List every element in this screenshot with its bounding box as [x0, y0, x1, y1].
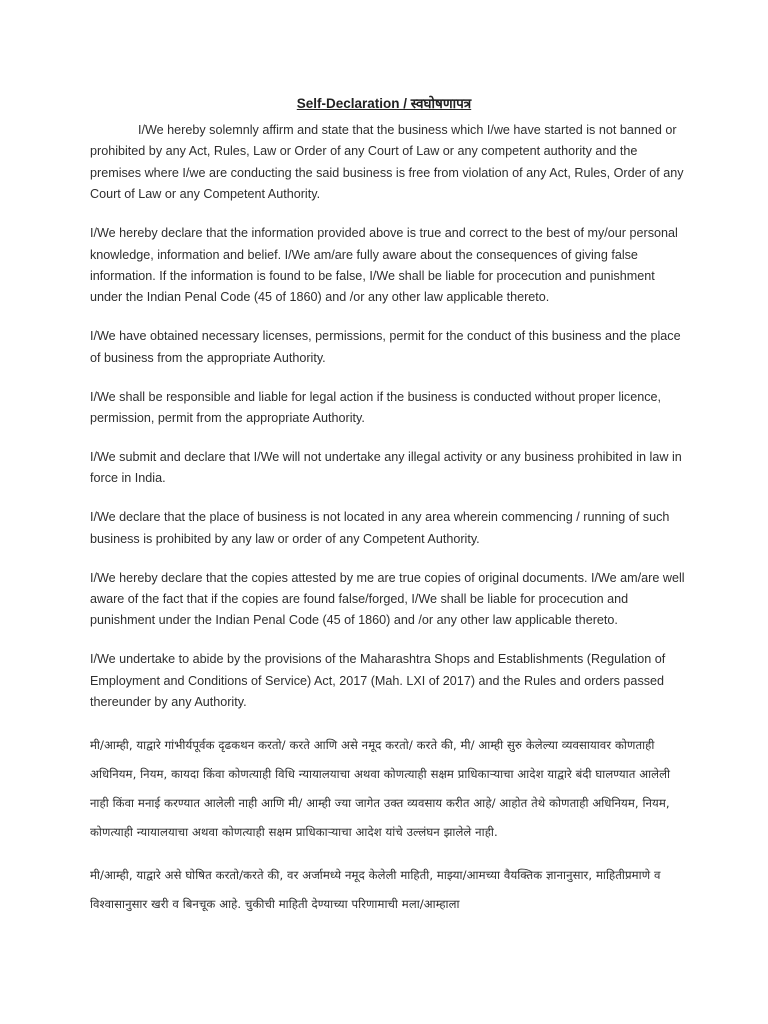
paragraph-marathi-declaration: मी/आम्ही, याद्वारे असे घोषित करतो/करते की, वर अर्जामध्ये नमूद केलेली माहिती, माझ्या/आमच्या वैयक्तिक ज्ञानानुसार, माहितीप्रमाणे व विश्वासानुसार खरी व बिनचूक आहे. चुकीची माहिती देण्याच्या परिणामाची मला/आम्हाला	[90, 867, 661, 911]
page-title: Self-Declaration / स्वघोषणापत्र	[296, 96, 472, 111]
paragraph-information-true: I/We hereby declare that the information provided above is true and correct to the best of my/our personal knowledge, information and belief. I/We am/are fully aware about the consequences of giving false information. If the information is found to be false, I/We shall be liable for procecution and punishment under the Indian Penal Code (45 of 1860) and /or any other law applicable thereto.	[90, 226, 678, 305]
paragraph-maharashtra-act: I/We undertake to abide by the provisions of the Maharashtra Shops and Establishments (Regulation of Employment and Conditions of Service) Act, 2017 (Mah. LXI of 2017) and the Rules and orders passed thereunder by any Authority.	[90, 652, 666, 710]
paragraph-no-illegal-activity: I/We submit and declare that I/We will not undertake any illegal activity or any business prohibited in law in force in India.	[90, 449, 682, 486]
paragraph-marathi-affirmation: मी/आम्ही, याद्वारे गांभीर्यपूर्वक दृढकथन करतो/ करते आणि असे नमूद करतो/ करते की, मी/ आम्ही सुरु केलेल्या व्यवसायावर कोणताही अधिनियम, नियम, कायदा किंवा कोणत्याही विधि न्यायालयाचा अथवा कोणत्याही सक्षम प्राधिकाऱ्याचा आदेश याद्वारे बंदी घालण्यात आलेली नाही किंवा मनाई करण्यात आलेली नाही आणि मी/ आम्ही ज्या जागेत उक्त व्यवसाय करीत आहे/ आहोत तेथे कोणताही अधिनियम, नियम, कोणत्याही न्यायालयाचा अथवा कोणत्याही सक्षम प्राधिकाऱ्याचा आदेश यांचे उल्लंघन झालेले नाही.	[90, 737, 671, 839]
paragraph-liability: I/We shall be responsible and liable for legal action if the business is conducted without proper licence, permission, permit from the appropriate Authority.	[90, 389, 662, 425]
paragraph-true-copies: I/We hereby declare that the copies attested by me are true copies of original documents. I/We am/are well aware of the fact that if the copies are found false/forged, I/We shall be liable for procecution and punishment under the Indian Penal Code (45 of 1860) and /or any other law applicable thereto.	[90, 570, 685, 628]
declaration-body	[90, 120, 690, 933]
paragraph-location: I/We declare that the place of business is not located in any area wherein commencing / running of such business is prohibited by any law or order of any Competent Authority.	[90, 510, 670, 546]
paragraph-licenses-obtained: I/We have obtained necessary licenses, permissions, permit for the conduct of this business and the place of business from the appropriate Authority.	[90, 329, 681, 365]
paragraph-not-prohibited: I/We hereby solemnly affirm and state that the business which I/we have started is not banned or prohibited by any Act, Rules, Law or Order of any Court of Law or any competent authority and the premises where I/we are conducting the said business is free from violation of any Act, Rules, Order of any Court of Law or any Competent Authority.	[90, 123, 684, 202]
